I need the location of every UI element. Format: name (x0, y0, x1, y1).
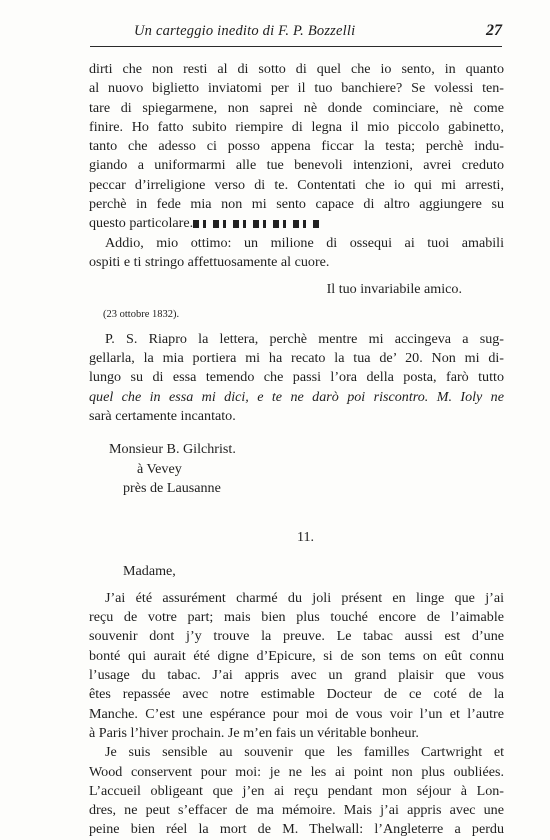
text-line: Je suis sensible au souvenir que les familles Cartwright et (105, 744, 504, 761)
address-name: Monsieur B. Gilchrist. (109, 441, 236, 458)
page-header (90, 22, 502, 47)
postscript-line: sarà certamente incantato. (89, 408, 236, 425)
address-line: près de Lausanne (123, 479, 221, 496)
spacer (89, 272, 504, 280)
text-line: tare di spiegarmene, non saprei nè donde cominciare, nè come (89, 99, 504, 116)
text-line: Wood conservent pour moi: je ne les ai point non plus oubliées. (89, 763, 504, 780)
spacer (89, 426, 504, 440)
spacer (89, 548, 504, 562)
text-line: bonté qui aurait été digne d’Epicure, si de son tems on eût connu (89, 647, 504, 664)
text-line: finire. Ho fatto subito riempire di legna il mio piccolo gabinetto, (89, 118, 504, 135)
french-letter (89, 528, 504, 839)
text-line: Manche. C’est une espérance pour moi de vous voir l’un et l’autre (89, 705, 504, 722)
postscript-line: quel che in essa mi dici, e te ne darò poi riscontro. M. Ioly ne (89, 388, 504, 405)
letter-number: 11. (296, 529, 315, 546)
text-line: dirti che non resti al di sotto di quel che io sento, in quanto (89, 61, 504, 77)
text-line: al nuovo biglietto inviatomi per il tuo banchiere? Se volessi ten- (89, 80, 504, 97)
text-line: J’ai été assurément charmé du joli présent en linge que j’ai (105, 589, 504, 606)
text-line: souvenir dont j’y trouve la preuve. Le tabac aussi est d’une (89, 628, 504, 645)
signature: Il tuo invariabile amico. (326, 281, 462, 298)
page-body (89, 60, 504, 840)
text-line: l’usage du tabac. J’ai appris avec un grand plaisir que vous (89, 667, 504, 684)
running-title: Un carteggio inedito di F. P. Bozzelli (134, 23, 356, 39)
text-line: dres, ne peut s’effacer de ma mémoire. Mais j’ai appris avec une (89, 802, 504, 819)
address-line: à Vevey (137, 460, 182, 477)
closing-line: ospiti e ti stringo affettuosamente al cuore. (89, 253, 330, 270)
ink-blot (193, 220, 321, 228)
text-line: peine bien réel la mort de M. Thelwall: l’Angleterre a perdu (89, 821, 504, 838)
text-line: peccar d’irreligione verso di te. Contentati che io qui mi arresti, (89, 176, 504, 193)
letter-date: (23 ottobre 1832). (103, 308, 180, 320)
text-line-with-blot (89, 214, 504, 233)
text-line: êtes repassée avec notre estimable Docteur de ce coté de la (89, 686, 504, 703)
postscript-line: P. S. Riapro la lettera, perchè mentre mi accingeva a sug- (105, 330, 504, 347)
italian-letter (89, 60, 504, 498)
text-line: questo particolare. (89, 215, 194, 232)
text-line: tanto che adesso ci posso appena ficcar la testa; perchè indu- (89, 138, 504, 155)
text-line: perchè in fede mia non mi sento capace di altro aggiungere su (89, 196, 504, 213)
spacer (89, 498, 504, 528)
text-line: L’accueil obligeant que j’en ai reçu pendant mon séjour à Lon- (89, 782, 504, 799)
text-line: reçu de votre part; mais bien plus touché encore de l’aimable (89, 609, 504, 626)
postscript-line: lungo su di essa temendo che passi l’ora della posta, farò tutto (89, 369, 504, 386)
postscript-line: gellarla, la mia portiera mi ha recato la tua de’ 20. Non mi di- (89, 350, 504, 367)
closing-line: Addio, mio ottimo: un milione di ossequi ai tuoi amabili (105, 234, 504, 251)
salutation: Madame, (123, 562, 176, 579)
spacer (89, 581, 504, 589)
text-line: giando a uniformarmi alle tue benevoli intenzioni, avrei creduto (89, 157, 504, 174)
page-number: 27 (486, 22, 502, 39)
text-line: à Paris l’hiver prochain. Je m’en fais un véritable bonheur. (89, 724, 419, 741)
